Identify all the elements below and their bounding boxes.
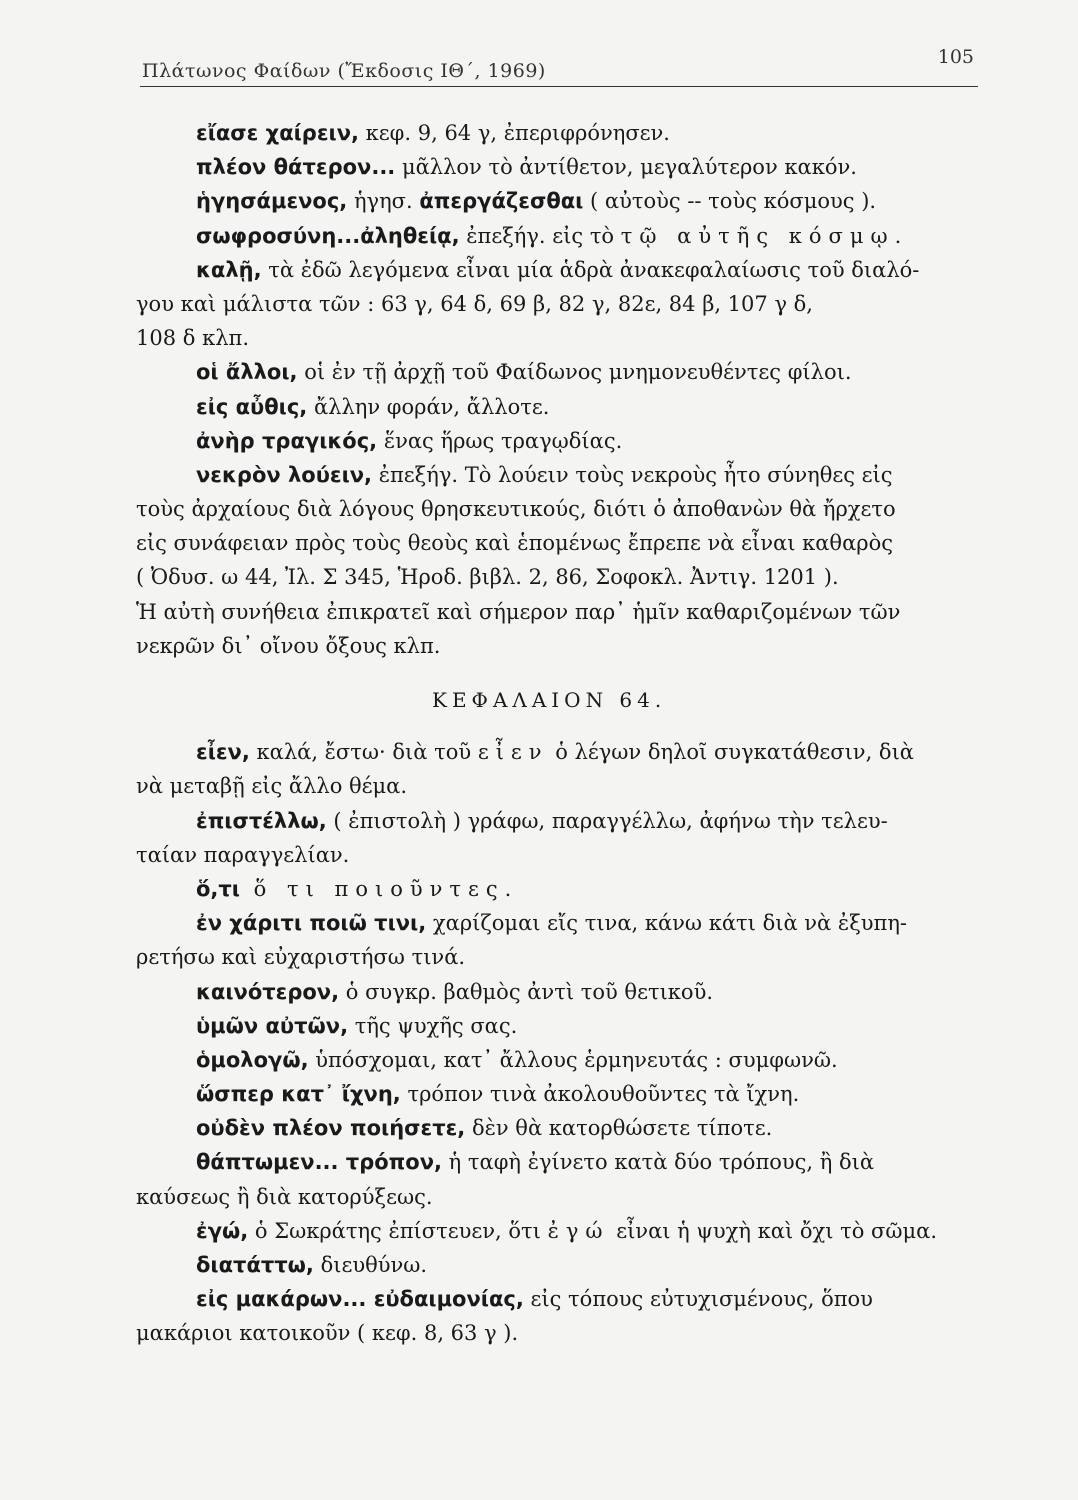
gloss: κεφ. 9, 64 γ, ἐπεριφρόνησεν. [359, 121, 670, 145]
gloss: δὲν θὰ κατορθώσετε τίποτε. [465, 1116, 773, 1141]
gloss: χαρίζομαι εἴς τινα, κάνω κάτι διὰ νὰ ἐξυπη- [426, 911, 907, 936]
gloss-line [136, 804, 988, 838]
gloss: τὰ ἐδῶ λεγόμενα εἶναι μία ἁδρὰ ἀνακεφαλαίωσις τοῦ διαλό- [261, 257, 920, 282]
gloss-line: ταίαν παραγγελίαν. [136, 842, 350, 867]
lemma: καινότερον, [196, 979, 340, 1004]
gloss: ὁ συγκρ. βαθμὸς ἀντὶ τοῦ θετικοῦ. [339, 979, 714, 1004]
lemma: εἴασε χαίρειν, [196, 121, 359, 145]
gloss-line [136, 116, 988, 150]
gloss: ἡγησ. [347, 189, 420, 214]
gloss-line: νεκρῶν δι᾽ οἴνου ὄξους κλπ. [136, 633, 441, 658]
gloss-line: 108 δ κλπ. [136, 326, 249, 351]
gloss: καλά, ἔστω· διὰ τοῦ [249, 740, 478, 765]
gloss-line: νὰ μεταβῇ εἰς ἄλλο θέμα. [136, 774, 408, 799]
gloss-line: καύσεως ἢ διὰ κατορύξεως. [136, 1184, 433, 1209]
lemma: σωφροσύνη...ἀληθείᾳ, [196, 223, 460, 248]
lemma: ἀπεργάζεσθαι [419, 189, 584, 214]
page-number: 105 [937, 46, 974, 68]
gloss-line [136, 150, 988, 184]
gloss-line [136, 1009, 988, 1043]
gloss-line [136, 1214, 988, 1248]
lemma: ἀνὴρ τραγικός, [196, 428, 378, 453]
gloss: ἡ ταφὴ ἐγίνετο κατὰ δύο τρόπους, ἢ διὰ [442, 1150, 875, 1175]
lemma: νεκρὸν λούειν, [196, 462, 373, 487]
lemma: ὅ,τι [196, 876, 240, 901]
gloss: ὁ λέγων δηλοῖ συγκατάθεσιν, διὰ [548, 740, 914, 765]
gloss: τῆς ψυχῆς σας. [348, 1013, 518, 1038]
gloss-line: ρετήσω καὶ εὐχαριστήσω τινά. [136, 945, 466, 970]
gloss-line: ( Ὀδυσ. ω 44, Ἰλ. Σ 345, Ἡροδ. βιβλ. 2, 86, Σοφοκλ. Ἀντιγ. 1201 ). [136, 565, 839, 590]
running-header [140, 46, 978, 87]
gloss: τρόπον τινὰ ἀκολουθοῦντες τὰ ἴχνη. [400, 1082, 800, 1107]
gloss-line: Ἡ αὐτὴ συνήθεια ἐπικρατεῖ καὶ σήμερον παρ᾽ ἡμῖν καθαριζομένων τῶν [136, 599, 901, 624]
gloss-line: μακάριοι κατοικοῦν ( κεφ. 8, 63 γ ). [136, 1321, 519, 1346]
gloss: ὑπόσχομαι, κατ᾽ ἄλλους ἑρμηνευτάς : συμφωνῶ. [308, 1047, 838, 1072]
gloss-line [136, 253, 988, 287]
gloss-line [136, 735, 988, 769]
lemma: διατάττω, [196, 1253, 314, 1277]
gloss-line [136, 872, 988, 906]
spaced-quote: εἶεν [477, 740, 549, 765]
spaced-quote: ἐγώ [547, 1218, 610, 1243]
gloss: διευθύνω. [313, 1253, 428, 1277]
gloss-line [136, 1248, 988, 1282]
lemma: εἶεν, [196, 740, 250, 765]
lemma: οἱ ἄλλοι, [196, 360, 298, 385]
gloss: ( ἐπιστολὴ ) γράφω, παραγγέλλω, ἀφήνω τὴν τελευ- [326, 808, 888, 833]
gloss: ἄλλην φοράν, ἄλλοτε. [307, 394, 550, 419]
gloss-line [136, 355, 988, 389]
gloss-line [136, 219, 988, 253]
lemma: πλέον θάτερον... [196, 155, 396, 180]
lemma: εἰς αὖθις, [196, 394, 308, 419]
gloss-line [136, 1111, 988, 1145]
gloss-line [136, 906, 988, 940]
lemma: εἰς μακάρων... εὐδαιμονίας, [196, 1287, 524, 1312]
gloss-line [136, 1077, 988, 1111]
page-body [136, 116, 988, 1351]
gloss-line: τοὺς ἀρχαίους διὰ λόγους θρησκευτικούς, διότι ὁ ἀποθανὼν θὰ ἤρχετο [136, 497, 896, 522]
gloss: εἰς τόπους εὐτυχισμένους, ὅπου [523, 1287, 873, 1312]
gloss: οἱ ἐν τῇ ἀρχῇ τοῦ Φαίδωνος μνημονευθέντες φίλοι. [297, 360, 852, 385]
lemma: ἐπιστέλλω, [196, 808, 327, 833]
lemma: καλῇ, [196, 257, 262, 282]
gloss-line [136, 1282, 988, 1316]
gloss: μᾶλλον τὸ ἀντίθετον, μεγαλύτερον κακόν. [395, 155, 857, 180]
spaced-quote: ὅ τι ποιοῦντες. [240, 876, 519, 901]
gloss: ἐπεξήγ. εἰς τὸ [459, 223, 621, 248]
lemma: ἡγησάμενος, [196, 189, 348, 214]
gloss-line [136, 424, 988, 458]
gloss-line [136, 458, 988, 492]
gloss-line [136, 975, 988, 1009]
lemma: ὥσπερ κατ᾽ ἴχνη, [196, 1082, 401, 1107]
gloss-line [136, 1145, 988, 1179]
gloss-line [136, 1043, 988, 1077]
gloss: εἶναι ἡ ψυχὴ καὶ ὄχι τὸ σῶμα. [609, 1218, 938, 1243]
gloss-line: εἰς συνάφειαν πρὸς τοὺς θεοὺς καὶ ἑπομένως ἔπρεπε νὰ εἶναι καθαρὸς [136, 531, 894, 556]
gloss: ἐπεξήγ. Τὸ λούειν τοὺς νεκροὺς ἦτο σύνηθες εἰς [372, 462, 893, 487]
book-title: Πλάτωνος Φαίδων (Ἔκδοσις ΙΘ΄, 1969) [142, 60, 546, 82]
gloss-line: γου καὶ μάλιστα τῶν : 63 γ, 64 δ, 69 β, 82 γ, 82ε, 84 β, 107 γ δ, [136, 291, 813, 316]
gloss: ὁ Σωκράτης ἐπίστευεν, ὅτι [248, 1218, 548, 1243]
gloss: ( αὐτοὺς -- τοὺς κόσμους ). [583, 189, 877, 214]
spaced-quote: τῷ αὐτῆς κόσμῳ. [620, 223, 909, 248]
lemma: θάπτωμεν... τρόπον, [196, 1150, 442, 1175]
lemma: ὑμῶν αὐτῶν, [196, 1013, 349, 1038]
chapter-heading: ΚΕΦΑΛΑΙΟΝ 64. [432, 688, 667, 712]
lemma: ὁμολογῶ, [196, 1047, 309, 1072]
gloss-line [136, 184, 988, 218]
lemma: ἐγώ, [196, 1218, 249, 1243]
lemma: ἐν χάριτι ποιῶ τινι, [196, 911, 427, 936]
gloss-line [136, 390, 988, 424]
lemma: οὐδὲν πλέον ποιήσετε, [196, 1116, 466, 1141]
gloss: ἕνας ἥρως τραγῳδίας. [377, 428, 623, 453]
